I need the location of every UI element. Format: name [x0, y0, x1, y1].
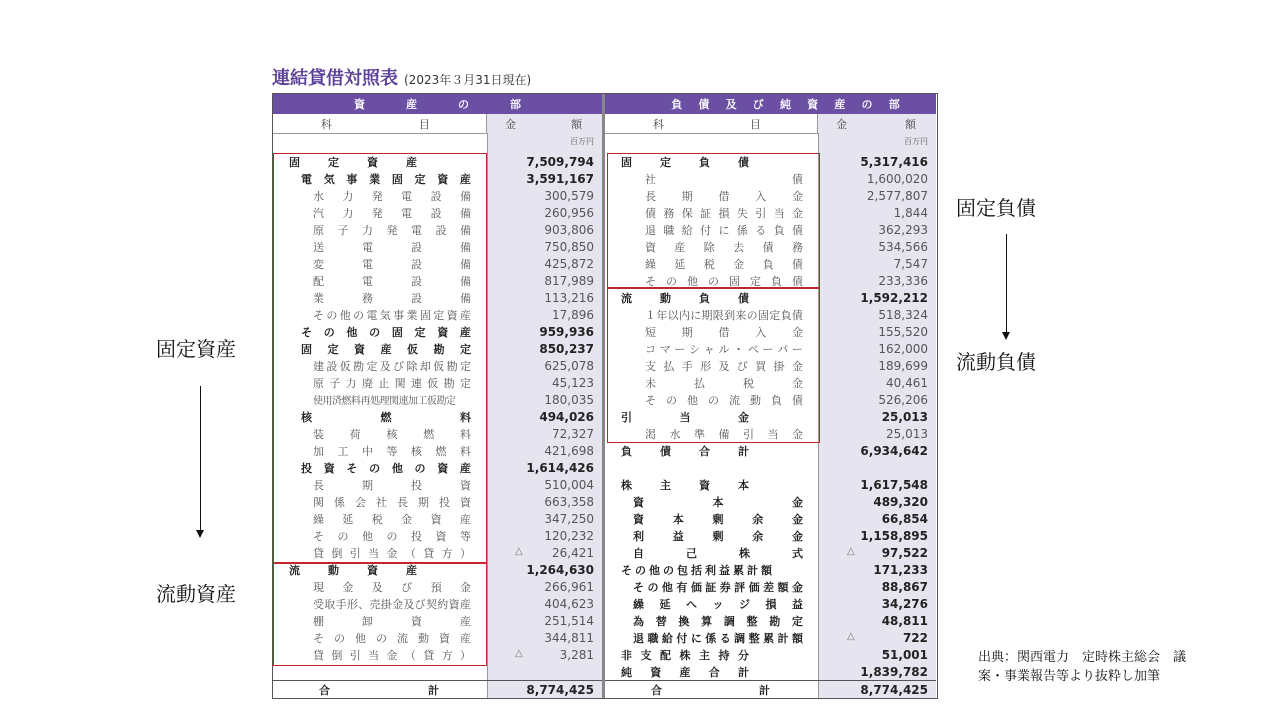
- row-label: 投 資 そ の 他 の 資 産: [301, 461, 471, 475]
- row-value: 421,698: [544, 443, 594, 458]
- row-label: 貸 倒 引 当 金 （ 貸 方 ）: [313, 546, 471, 560]
- table-row: [273, 374, 602, 391]
- assets-column-headers: [273, 114, 602, 134]
- row-label: 引 当 金: [621, 410, 749, 424]
- table-row: [605, 629, 936, 646]
- table-row: [273, 238, 602, 255]
- row-label: 原 子 力 廃 止 関 連 仮 勘 定: [313, 376, 471, 390]
- row-value: 1,614,426: [526, 460, 594, 475]
- liabilities-column-headers: [605, 114, 936, 134]
- header-char: の: [861, 98, 873, 111]
- negative-triangle-icon: △: [847, 545, 855, 557]
- row-label: コ マ ー シ ャ ル ・ ペ ー パ ー: [645, 342, 803, 356]
- table-row: [605, 663, 936, 680]
- row-label: 貸 倒 引 当 金 （ 貸 方 ）: [313, 648, 471, 662]
- row-value: △ 3,281: [515, 647, 594, 662]
- table-row: [605, 238, 936, 255]
- annotation-current-assets: 流動資産: [156, 582, 236, 606]
- row-value: 233,336: [878, 273, 928, 288]
- row-value: 903,806: [544, 222, 594, 237]
- row-label: 使用済燃料再処理関連加工仮勘定: [313, 396, 456, 407]
- row-value: 3,591,167: [526, 171, 594, 186]
- row-value: 526,206: [878, 392, 928, 407]
- total-value: 8,774,425: [818, 681, 936, 698]
- row-label: 固 定 負 債: [621, 155, 749, 169]
- arrow-down-icon: [1006, 234, 1007, 334]
- title-date: (2023年３月31日現在): [404, 73, 532, 87]
- table-row: [605, 442, 936, 459]
- row-value: 260,956: [544, 205, 594, 220]
- row-label: そ の 他 の 包 括 利 益 累 計 額: [621, 563, 772, 577]
- row-label: 棚 卸 資 産: [313, 614, 471, 628]
- table-row: [273, 204, 602, 221]
- header-char: 及: [725, 98, 737, 111]
- row-value: △ 722: [847, 630, 928, 645]
- liabilities-total-row: [605, 680, 936, 698]
- row-label: 支 払 手 形 及 び 買 掛 金: [645, 359, 803, 373]
- table-row: [273, 255, 602, 272]
- row-label: 渇 水 準 備 引 当 金: [645, 427, 803, 441]
- header-char: 部: [510, 98, 521, 111]
- row-value: 510,004: [544, 477, 594, 492]
- row-label: 債 務 保 証 損 失 引 当 金: [645, 206, 803, 220]
- row-label: 短 期 借 入 金: [645, 325, 803, 339]
- table-row: [273, 187, 602, 204]
- row-label: 長 期 投 資: [313, 478, 471, 492]
- row-value: 850,237: [539, 341, 594, 356]
- row-value: 162,000: [878, 341, 928, 356]
- row-value: 518,324: [878, 307, 928, 322]
- row-label: 装 荷 核 燃 料: [313, 427, 471, 441]
- table-row: [273, 408, 602, 425]
- table-row: [273, 170, 602, 187]
- row-value: 404,623: [544, 596, 594, 611]
- row-label: 建 設 仮 勘 定 及 び 除 却 仮 勘 定: [313, 359, 471, 373]
- row-label: 汽 力 発 電 設 備: [313, 206, 471, 220]
- table-row: [273, 442, 602, 459]
- row-value: 17,896: [552, 307, 594, 322]
- table-row: [605, 289, 936, 306]
- col-item-header: 科 目: [273, 114, 487, 133]
- row-label: そ の 他 の 投 資 等: [313, 529, 471, 543]
- row-value: 750,850: [544, 239, 594, 254]
- header-char: 産: [834, 98, 846, 111]
- row-value: 51,001: [881, 647, 928, 662]
- table-row: [273, 289, 602, 306]
- table-row: [273, 561, 602, 578]
- row-value: 1,839,782: [860, 664, 928, 679]
- table-row: [605, 459, 936, 476]
- row-label: 電 気 事 業 固 定 資 産: [301, 172, 471, 186]
- table-row: [605, 391, 936, 408]
- header-char: 部: [888, 98, 900, 111]
- liabilities-rows: [605, 153, 936, 680]
- table-row: [605, 646, 936, 663]
- row-value: 362,293: [878, 222, 928, 237]
- table-row: [605, 510, 936, 527]
- header-char: 負: [671, 98, 683, 111]
- row-value: 7,547: [893, 256, 928, 271]
- table-row: [605, 221, 936, 238]
- table-row: [605, 374, 936, 391]
- source-note: 出典：関西電力 定時株主総会 議 案・事業報告等より抜粋し加筆: [978, 650, 1187, 684]
- row-label: 純 資 産 合 計: [621, 665, 749, 679]
- row-label: 繰 延 税 金 資 産: [313, 512, 471, 526]
- row-value: 534,566: [878, 239, 928, 254]
- negative-triangle-icon: △: [847, 630, 855, 642]
- table-row: [273, 425, 602, 442]
- row-label: 業 務 設 備: [313, 291, 471, 305]
- row-label: そ の 他 の 固 定 負 債: [645, 274, 803, 288]
- table-row: [605, 493, 936, 510]
- row-value: 113,216: [544, 290, 594, 305]
- table-row: [605, 272, 936, 289]
- title-main: 連結貸借対照表: [272, 68, 398, 89]
- header-char: び: [752, 98, 764, 111]
- row-label: 為 替 換 算 調 整 勘 定: [633, 614, 803, 628]
- row-label: 変 電 設 備: [313, 257, 471, 271]
- annotation-fixed-liabilities: 固定負債: [956, 196, 1036, 220]
- negative-triangle-icon: △: [515, 647, 523, 659]
- row-value: 1,158,895: [860, 528, 928, 543]
- row-value: 48,811: [881, 613, 928, 628]
- unit-label: 百万円: [904, 137, 928, 146]
- row-value: 180,035: [544, 392, 594, 407]
- row-value: 817,989: [544, 273, 594, 288]
- liabilities-section: [605, 94, 936, 698]
- table-row: [605, 425, 936, 442]
- row-label: 退 職 給 付 に 係 る 調 整 累 計 額: [633, 631, 803, 645]
- row-value: 189,699: [878, 358, 928, 373]
- row-label: 加 工 中 等 核 燃 料: [313, 444, 471, 458]
- assets-header: [273, 94, 602, 114]
- row-value: 40,461: [886, 375, 928, 390]
- table-row: [273, 612, 602, 629]
- row-label: 長 期 借 入 金: [645, 189, 803, 203]
- row-label: そ の 他 の 流 動 資 産: [313, 631, 471, 645]
- row-value: 25,013: [886, 426, 928, 441]
- table-row: [605, 595, 936, 612]
- table-row: [273, 578, 602, 595]
- row-label: 流 動 負 債: [621, 291, 749, 305]
- table-row: [273, 323, 602, 340]
- table-row: [273, 544, 602, 561]
- table-row: [273, 476, 602, 493]
- annotation-fixed-assets: 固定資産: [156, 337, 236, 361]
- table-row: [273, 272, 602, 289]
- table-row: [273, 340, 602, 357]
- table-row: [273, 391, 602, 408]
- table-row: [605, 561, 936, 578]
- table-row: [273, 595, 602, 612]
- row-label: 株 主 資 本: [621, 478, 749, 492]
- table-row: [273, 221, 602, 238]
- table-row: [605, 255, 936, 272]
- table-row: [273, 527, 602, 544]
- row-value: 45,123: [552, 375, 594, 390]
- header-char: 資: [354, 98, 365, 111]
- table-row: [605, 170, 936, 187]
- row-label: 資 本 剰 余 金: [633, 512, 803, 526]
- row-value: 120,232: [544, 528, 594, 543]
- row-label: そ の 他 有 価 証 券 評 価 差 額 金: [633, 580, 803, 594]
- table-row: [273, 357, 602, 374]
- row-label: 非 支 配 株 主 持 分: [621, 648, 749, 662]
- row-label: 社 債: [645, 172, 803, 186]
- col-item-header: 科 目: [605, 114, 818, 133]
- row-label: 退 職 給 付 に 係 る 負 債: [645, 223, 803, 237]
- total-label: 合 計: [319, 683, 439, 697]
- row-label: 流 動 資 産: [289, 563, 417, 577]
- row-label: 繰 延 税 金 負 債: [645, 257, 803, 271]
- header-char: 純: [779, 98, 791, 111]
- row-value: 6,934,642: [860, 443, 928, 458]
- row-value: 1,264,630: [526, 562, 594, 577]
- row-value: 959,936: [539, 324, 594, 339]
- row-label: 負 債 合 計: [621, 444, 749, 458]
- row-label: 配 電 設 備: [313, 274, 471, 288]
- header-char: の: [458, 98, 469, 111]
- row-value: 1,600,020: [866, 171, 928, 186]
- row-label: 原 子 力 発 電 設 備: [313, 223, 471, 237]
- table-row: [605, 476, 936, 493]
- negative-triangle-icon: △: [515, 545, 523, 557]
- row-value: 7,509,794: [526, 154, 594, 169]
- row-label: 利 益 剰 余 金: [633, 529, 803, 543]
- row-label: そ の 他 の 流 動 負 債: [645, 393, 803, 407]
- row-label: 未 払 税 金: [645, 376, 803, 390]
- row-value: 425,872: [544, 256, 594, 271]
- row-value: 1,592,212: [860, 290, 928, 305]
- row-value: 347,250: [544, 511, 594, 526]
- row-label: 自 己 株 式: [633, 546, 803, 560]
- total-value: 8,774,425: [487, 681, 602, 698]
- header-char: 債: [698, 98, 710, 111]
- row-label: 固 定 資 産 仮 勘 定: [301, 342, 471, 356]
- table-row: [605, 544, 936, 561]
- row-value: 34,276: [881, 596, 928, 611]
- col-amount-header: 金 額: [487, 114, 602, 133]
- table-row: [605, 153, 936, 170]
- liabilities-header: [605, 94, 936, 114]
- header-char: 産: [406, 98, 417, 111]
- row-value: △ 97,522: [847, 545, 928, 560]
- col-amount-header: 金 額: [818, 114, 936, 133]
- row-value: 300,579: [544, 188, 594, 203]
- row-value: 66,854: [881, 511, 928, 526]
- annotation-current-liabilities: 流動負債: [956, 350, 1036, 374]
- table-row: [273, 510, 602, 527]
- row-value: 266,961: [544, 579, 594, 594]
- row-value: 25,013: [881, 409, 928, 424]
- row-value: 251,514: [544, 613, 594, 628]
- table-row: [605, 612, 936, 629]
- row-value: 72,327: [552, 426, 594, 441]
- assets-rows: [273, 153, 602, 663]
- assets-section: [273, 94, 605, 698]
- table-row: [605, 306, 936, 323]
- row-value: △ 26,421: [515, 545, 594, 560]
- row-value: 155,520: [878, 324, 928, 339]
- table-row: [273, 646, 602, 663]
- table-row: [605, 187, 936, 204]
- assets-total-row: [273, 680, 602, 698]
- unit-label: 百万円: [570, 137, 594, 146]
- document-title: [272, 64, 531, 90]
- row-label: 繰 延 ヘ ッ ジ 損 益: [633, 597, 803, 611]
- row-label: そ の 他 の 電 気 事 業 固 定 資 産: [313, 308, 471, 322]
- arrow-down-icon: [200, 386, 201, 532]
- table-row: [605, 204, 936, 221]
- row-value: 2,577,807: [866, 188, 928, 203]
- row-label: 資 本 金: [633, 495, 803, 509]
- balance-sheet-table: [272, 93, 938, 699]
- row-value: 1,844: [893, 205, 928, 220]
- row-value: 489,320: [873, 494, 928, 509]
- table-row: [273, 493, 602, 510]
- row-value: 88,867: [881, 579, 928, 594]
- row-label: 核 燃 料: [301, 410, 471, 424]
- total-label: 合 計: [651, 683, 770, 697]
- table-row: [273, 153, 602, 170]
- row-label: 関 係 会 社 長 期 投 資: [313, 495, 471, 509]
- table-row: [605, 578, 936, 595]
- row-value: 494,026: [539, 409, 594, 424]
- row-value: 625,078: [544, 358, 594, 373]
- row-label: 現 金 及 び 預 金: [313, 580, 471, 594]
- row-value: 663,358: [544, 494, 594, 509]
- row-value: 344,811: [544, 630, 594, 645]
- table-row: [273, 629, 602, 646]
- table-row: [605, 527, 936, 544]
- row-value: 171,233: [873, 562, 928, 577]
- table-row: [605, 323, 936, 340]
- row-label: そ の 他 の 固 定 資 産: [301, 325, 471, 339]
- row-label: 固 定 資 産: [289, 155, 417, 169]
- table-row: [273, 306, 602, 323]
- header-char: 資: [807, 98, 819, 111]
- table-row: [605, 340, 936, 357]
- row-label: 送 電 設 備: [313, 240, 471, 254]
- row-value: 1,617,548: [860, 477, 928, 492]
- row-label: 資 産 除 去 債 務: [645, 240, 803, 254]
- table-row: [605, 408, 936, 425]
- table-row: [605, 357, 936, 374]
- row-label: 水 力 発 電 設 備: [313, 189, 471, 203]
- row-label: 受 取 手 形 、 売 掛 金 及 び 契 約 資 産: [313, 597, 471, 611]
- table-row: [273, 459, 602, 476]
- row-value: 5,317,416: [860, 154, 928, 169]
- row-label: １ 年 以 内 に 期 限 到 来 の 固 定 負 債: [645, 308, 803, 322]
